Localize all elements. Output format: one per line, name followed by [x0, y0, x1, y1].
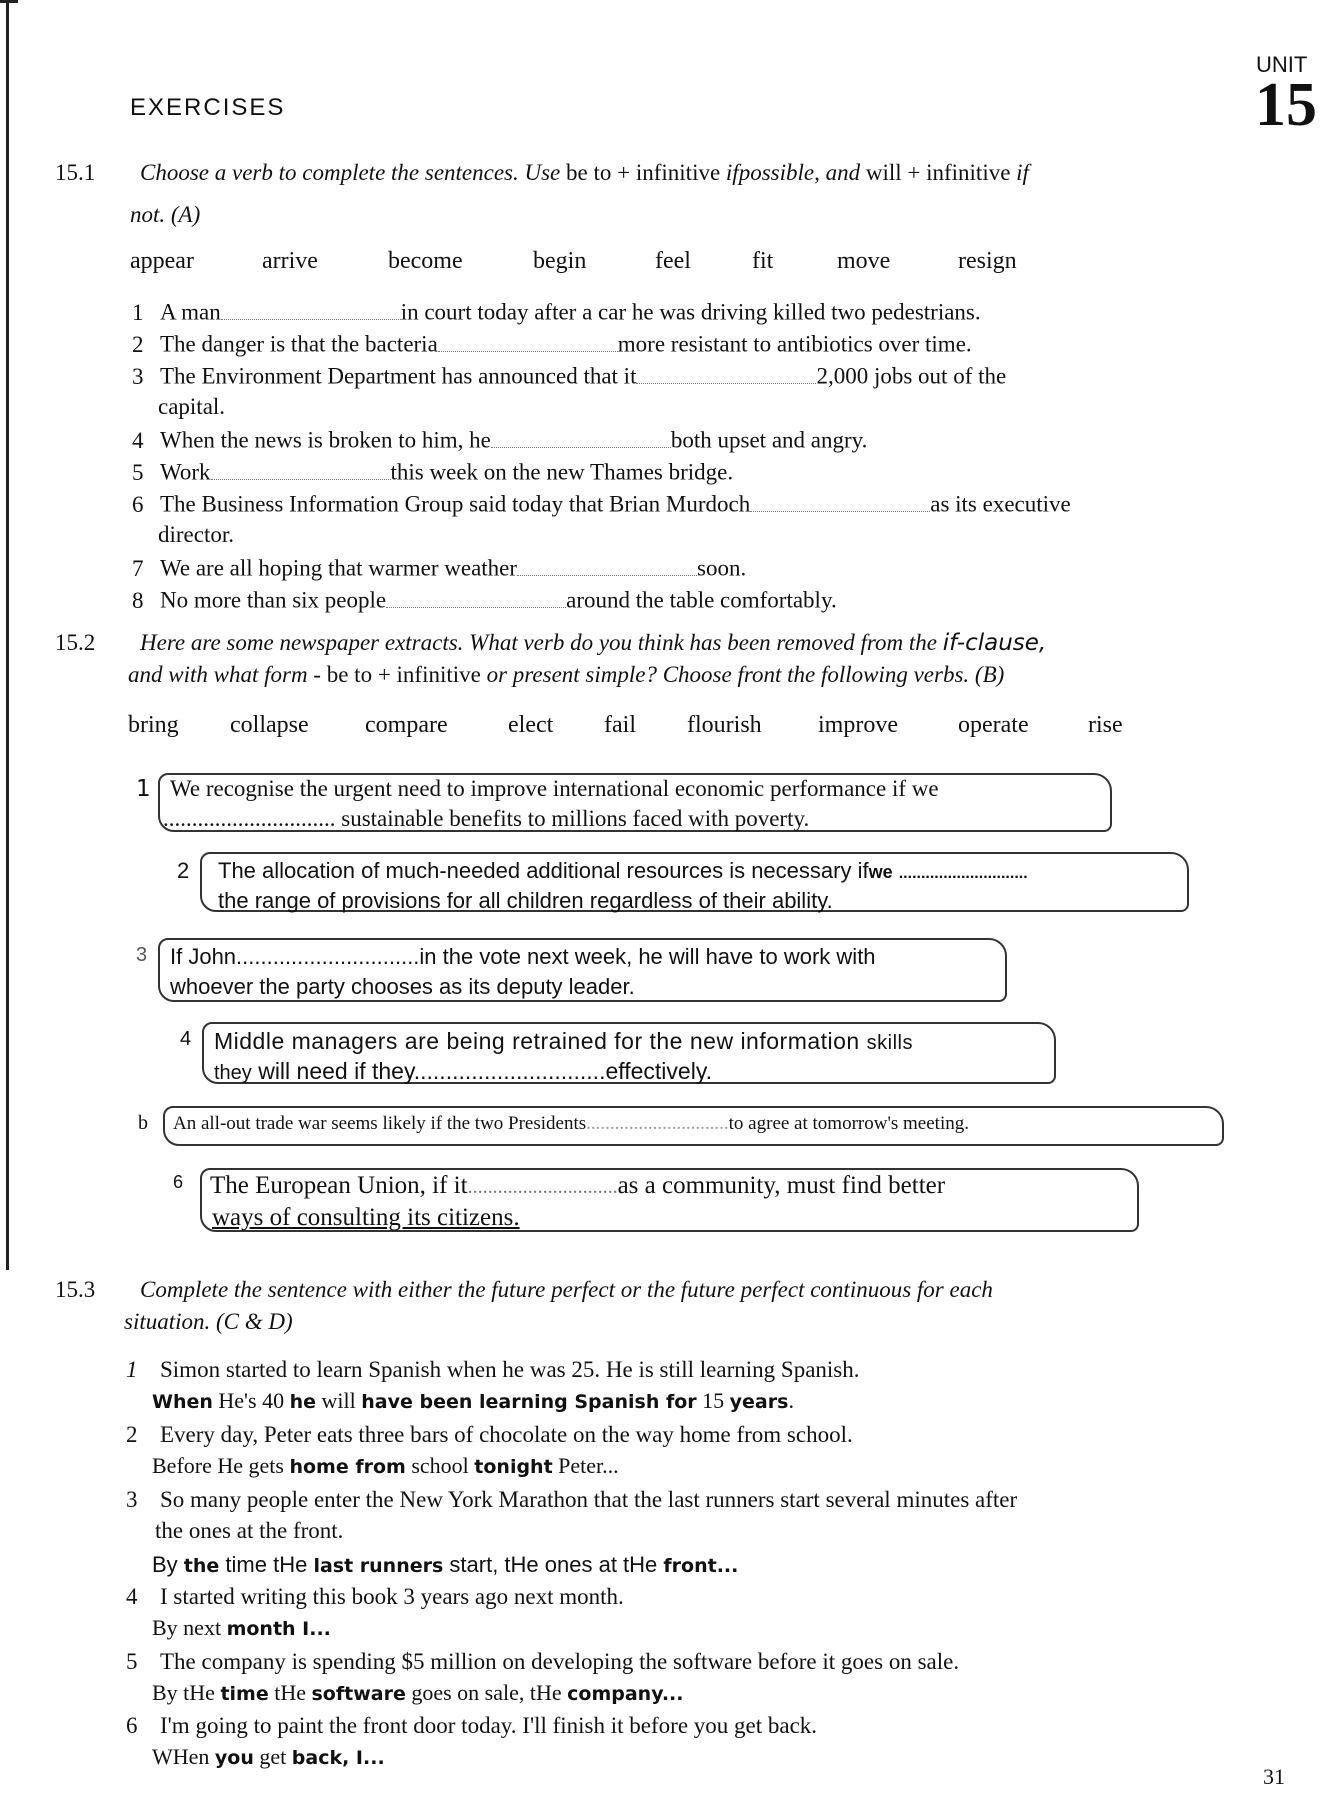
item-text-cont: capital. [158, 394, 226, 419]
exercise-15-2-number: 15.2 [55, 630, 96, 655]
answer-segment: Before He gets [152, 1453, 290, 1478]
exercise-item [126, 1584, 624, 1610]
answer-segment: he [289, 1391, 317, 1413]
item-number: 1 [132, 299, 144, 325]
item-number: 5 [126, 1649, 138, 1674]
answer-blank[interactable] [517, 554, 697, 576]
extract-1-line-2: .............................. sustainable benefits to millions faced with poverty. [163, 806, 810, 831]
item-text-start: No more than six people [160, 587, 387, 613]
word-option: fit [752, 248, 774, 274]
answer-segment: goes on sale, tHe [405, 1680, 568, 1705]
word-option: bring [128, 712, 179, 738]
answer-segment: By [152, 1552, 184, 1577]
answer-segment: When [152, 1391, 213, 1413]
answer-segment: By next [152, 1615, 227, 1640]
extract-6-line-1: The European Union, if it..............................as a community, must find better [210, 1172, 946, 1199]
answer-line[interactable] [152, 1680, 684, 1706]
exercise-item [132, 490, 1071, 518]
answer-segment: company... [567, 1683, 684, 1705]
answer-segment: the [183, 1555, 220, 1577]
item-text: I'm going to paint the front door today. I'll finish it before you get back. [160, 1713, 818, 1738]
item-text-cont: the ones at the front. [155, 1518, 344, 1543]
item-number: 3 [132, 363, 144, 389]
item-number: 7 [132, 555, 144, 581]
item-text-start: The Environment Department has announced that it [160, 363, 637, 389]
item-number: 6 [132, 491, 144, 517]
answer-segment: get [253, 1744, 292, 1769]
item-text-end: both upset and angry. [670, 427, 868, 453]
extract-1-number: 1 [136, 776, 151, 802]
page-binding-edge [6, 0, 9, 1270]
word-option: move [837, 248, 891, 274]
answer-segment: tHe [268, 1680, 312, 1705]
item-text-start: We are all hoping that warmer weather [160, 555, 518, 581]
exercise-15-2-instructions: Here are some newspaper extracts. What verb do you think has been removed from the if-clause, [140, 630, 1047, 656]
answer-segment: years [729, 1391, 789, 1413]
answer-segment: last runners [313, 1555, 444, 1577]
item-number: 1 [126, 1357, 138, 1382]
item-text: So many people enter the New York Marathon that the last runners start several minutes after [160, 1487, 1018, 1512]
word-option: resign [958, 248, 1017, 274]
item-text-end: in court today after a car he was driving killed two pedestrians. [400, 299, 981, 325]
item-text-end: 2,000 jobs out of the [816, 363, 1007, 389]
item-text-start: A man [160, 299, 221, 325]
extract-3-number: 3 [136, 944, 148, 966]
exercise-item [126, 1357, 860, 1383]
item-text: I started writing this book 3 years ago next month. [160, 1584, 624, 1609]
item-text: The company is spending $5 million on developing the software before it goes on sale. [160, 1649, 960, 1674]
item-number: 6 [126, 1713, 138, 1738]
word-option: operate [958, 712, 1029, 738]
answer-blank[interactable] [750, 490, 930, 512]
item-number: 3 [126, 1487, 138, 1512]
word-option: elect [508, 712, 554, 738]
word-option: rise [1088, 712, 1123, 738]
answer-segment: . [788, 1388, 794, 1413]
word-option: feel [655, 248, 691, 274]
answer-segment: have been learning Spanish for [361, 1391, 697, 1413]
word-option: improve [818, 712, 898, 738]
answer-blank[interactable] [221, 298, 401, 320]
answer-blank[interactable] [491, 426, 671, 448]
answer-segment: will [316, 1388, 362, 1413]
extract-1-line-1: We recognise the urgent need to improve international economic performance if we [170, 776, 939, 801]
answer-segment: time tHe [219, 1552, 314, 1577]
item-text-cont: director. [158, 522, 234, 547]
answer-segment: you [214, 1747, 254, 1769]
exercise-item [132, 362, 1006, 390]
answer-segment: By tHe [152, 1680, 221, 1705]
word-option: begin [533, 248, 587, 274]
item-text-start: Work [160, 459, 211, 485]
item-number: 4 [126, 1584, 138, 1609]
answer-segment: start, tHe ones at tHe [443, 1552, 664, 1577]
item-text-end: soon. [697, 555, 747, 581]
exercise-15-1-instructions: Choose a verb to complete the sentences. Use be to + infinitive ifpossible, and will + infinitive if [140, 160, 1029, 185]
answer-blank[interactable] [438, 330, 618, 352]
exercise-15-3-instructions-cont: situation. (C & D) [124, 1309, 293, 1334]
item-text-start: The Business Information Group said today that Brian Murdoch [160, 491, 751, 517]
answer-segment: software [311, 1683, 406, 1705]
exercise-item [132, 458, 733, 486]
answer-segment: He's 40 [212, 1388, 290, 1413]
item-text: Every day, Peter eats three bars of chocolate on the way home from school. [160, 1422, 853, 1447]
word-option: become [388, 248, 463, 274]
answer-segment: time [220, 1683, 269, 1705]
item-text-start: When the news is broken to him, he [160, 427, 491, 453]
word-option: flourish [687, 712, 762, 738]
exercise-item [132, 298, 981, 326]
exercise-item [126, 1487, 1017, 1513]
answer-segment: Peter... [552, 1453, 619, 1478]
extract-5-line-1: An all-out trade war seems likely if the two Presidents..............................to agree at tomorrow's meeting. [173, 1113, 969, 1134]
word-option: arrive [262, 248, 318, 274]
extract-3-line-1: If John..............................in the vote next week, he will have to work with [170, 944, 876, 969]
word-option: compare [365, 712, 448, 738]
exercise-15-3-number: 15.3 [55, 1277, 96, 1302]
page-number: 31 [1263, 1764, 1285, 1789]
answer-blank[interactable] [211, 458, 391, 480]
item-text-end: more resistant to antibiotics over time. [617, 331, 972, 357]
answer-blank[interactable] [636, 362, 816, 384]
extract-6-number: 6 [173, 1172, 184, 1192]
extract-6-line-2: ways of consulting its citizens. [212, 1204, 520, 1231]
extract-2-number: 2 [177, 858, 190, 883]
exercise-item [126, 1422, 853, 1448]
answer-line[interactable] [152, 1453, 619, 1479]
exercise-item [126, 1713, 817, 1739]
answer-line[interactable] [152, 1615, 331, 1641]
answer-line[interactable] [152, 1552, 738, 1578]
word-option: appear [130, 248, 194, 274]
answer-segment: back, I... [291, 1747, 385, 1769]
extract-2-line-1: The allocation of much-needed additional resources is necessary ifwe ............................. [218, 858, 1028, 883]
exercise-item [132, 554, 746, 582]
extract-5-number: b [138, 1112, 148, 1134]
item-number: 8 [132, 587, 144, 613]
exercise-item [132, 330, 972, 358]
exercise-15-1-instructions-cont: not. (A) [130, 202, 201, 227]
unit-label: UNIT [1256, 52, 1308, 77]
extract-4-line-1: Middle managers are being retrained for the new information skills [214, 1028, 913, 1054]
exercise-15-1-number: 15.1 [55, 160, 96, 185]
word-option: collapse [230, 712, 309, 738]
answer-segment: tonight [474, 1456, 553, 1478]
exercise-item [126, 1649, 959, 1675]
answer-segment: month I... [226, 1618, 331, 1640]
item-number: 4 [132, 427, 144, 453]
answer-line[interactable] [152, 1744, 385, 1770]
answer-segment: WHen [152, 1744, 215, 1769]
answer-segment: front... [663, 1555, 739, 1577]
item-text-end: this week on the new Thames bridge. [390, 459, 734, 485]
answer-line[interactable] [152, 1388, 794, 1414]
answer-segment: school [405, 1453, 475, 1478]
exercise-item [132, 586, 837, 614]
answer-segment: 15 [696, 1388, 730, 1413]
extract-3-line-2: whoever the party chooses as its deputy leader. [170, 974, 635, 999]
exercise-15-2-instructions-cont: and with what form - be to + infinitive or present simple? Choose front the following verbs. (B) [128, 662, 1005, 687]
answer-segment: home from [289, 1456, 406, 1478]
item-number: 5 [132, 459, 144, 485]
page-binding-tick [0, 0, 18, 3]
item-text-end: around the table comfortably. [566, 587, 837, 613]
item-number: 2 [132, 331, 144, 357]
extract-2-line-2: the range of provisions for all children regardless of their ability. [218, 888, 833, 913]
item-text-end: as its executive [930, 491, 1071, 517]
word-option: fail [604, 712, 636, 738]
item-number: 2 [126, 1422, 138, 1447]
extract-4-number: 4 [180, 1028, 192, 1050]
unit-number: 15 [1255, 71, 1317, 139]
exercise-15-3-instructions: Complete the sentence with either the future perfect or the future perfect continuous for each [140, 1277, 993, 1302]
extract-4-line-2: they will need if they..............................effectively. [214, 1058, 713, 1084]
item-text: Simon started to learn Spanish when he was 25. He is still learning Spanish. [160, 1357, 860, 1382]
item-text-start: The danger is that the bacteria [160, 331, 438, 357]
page-title: EXERCISES [130, 94, 286, 121]
answer-blank[interactable] [386, 586, 566, 608]
exercise-item [132, 426, 867, 454]
